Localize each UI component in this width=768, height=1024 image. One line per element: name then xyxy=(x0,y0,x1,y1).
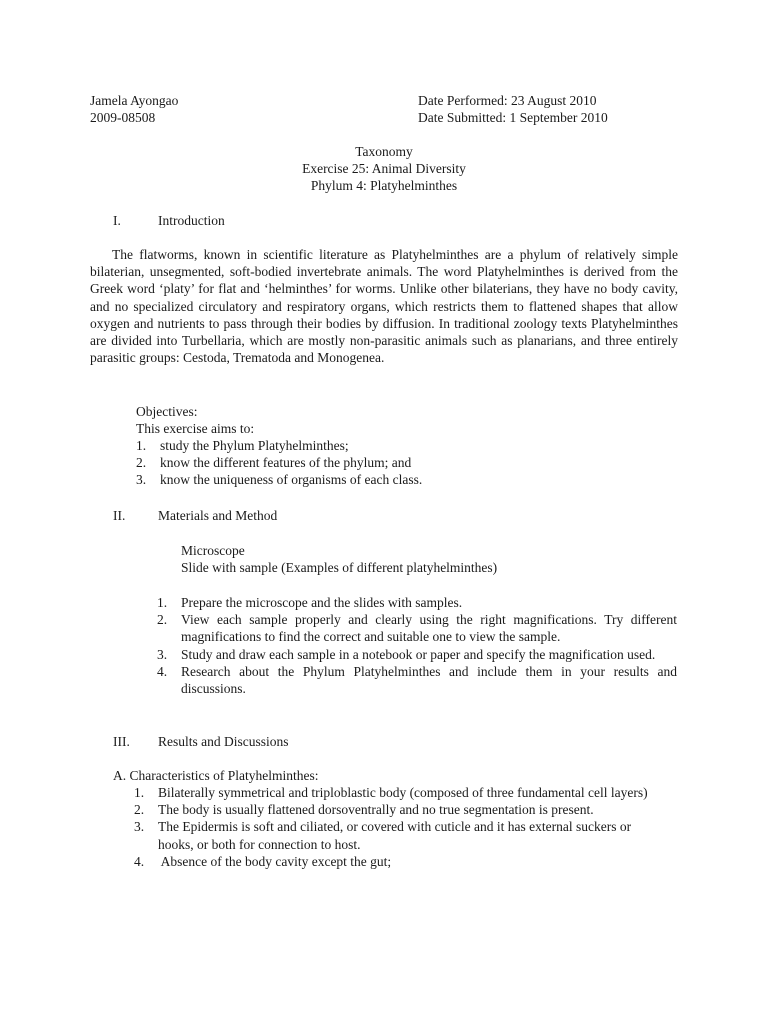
list-item xyxy=(136,454,676,471)
list-item-text: Research about the Phylum Platyhelminthes and include them in your results and discussions. xyxy=(181,663,677,697)
section-1-heading: Introduction xyxy=(158,213,225,228)
list-number: 2. xyxy=(157,612,168,628)
characteristics-list xyxy=(134,784,654,870)
student-name: Jamela Ayongao xyxy=(90,93,179,108)
procedure-list xyxy=(157,594,677,697)
list-number: 3. xyxy=(136,472,147,488)
list-item-text: View each sample properly and clearly using the right magnifications. Try different magnifications to find the correct and suitable one to view the sample. xyxy=(181,612,677,645)
list-item-text: The body is usually flattened dorsoventrally and no true segmentation is present. xyxy=(158,802,594,818)
section-3-numeral: III. xyxy=(113,734,130,749)
list-item-text: The Epidermis is soft and ciliated, or covered with cuticle and it has external suckers or hooks, or both for connection to host. xyxy=(158,819,632,852)
list-number: 4. xyxy=(134,853,145,869)
list-item xyxy=(157,663,677,697)
title-taxonomy: Taxonomy xyxy=(355,144,413,159)
section-1-numeral: I. xyxy=(113,213,121,228)
list-number: 1. xyxy=(136,438,147,453)
section-2-numeral: II. xyxy=(113,508,126,523)
list-item xyxy=(134,784,654,801)
list-item-text: Study and draw each sample in a notebook or paper and specify the magnification used. xyxy=(181,646,656,662)
objectives-intro: This exercise aims to: xyxy=(136,421,255,436)
material-slide: Slide with sample (Examples of different platyhelminthes) xyxy=(181,560,498,575)
list-item xyxy=(136,471,676,488)
objectives-heading: Objectives: xyxy=(136,404,198,419)
section-2-heading: Materials and Method xyxy=(158,508,278,523)
section-3-heading: Results and Discussions xyxy=(158,734,289,749)
material-microscope: Microscope xyxy=(181,543,245,558)
list-item-text: Bilaterally symmetrical and triploblastic body (composed of three fundamental cell layers) xyxy=(158,785,648,800)
list-item-text: study the Phylum Platyhelminthes; xyxy=(160,438,349,453)
list-number: 4. xyxy=(157,663,168,679)
list-item-text: know the different features of the phylum; and xyxy=(160,455,412,471)
title-exercise: Exercise 25: Animal Diversity xyxy=(302,161,466,176)
list-number: 1. xyxy=(157,595,168,610)
date-submitted: Date Submitted: 1 September 2010 xyxy=(418,110,608,125)
list-number: 2. xyxy=(136,455,147,471)
list-item-text: Absence of the body cavity except the gut; xyxy=(158,853,392,869)
list-number: 3. xyxy=(134,819,145,835)
list-item xyxy=(136,437,676,454)
list-item xyxy=(157,594,677,611)
title-phylum: Phylum 4: Platyhelminthes xyxy=(310,178,458,193)
list-item xyxy=(157,646,677,663)
list-item xyxy=(134,853,654,870)
list-number: 3. xyxy=(157,646,168,662)
list-item-text: Prepare the microscope and the slides with samples. xyxy=(181,595,463,610)
introduction-paragraph: The flatworms, known in scientific literature as Platyhelminthes are a phylum of relatively simple bilaterian, unsegmented, soft-bodied invertebrate animals. The word Platyhelminthes is derived from the Greek word ‘platy’ for flat and ‘helminthes’ for worms. Unlike other bilaterians, they have no body cavity, and no specialized circulatory and respiratory organs, which restricts them to flattened shapes that allow oxygen and nutrients to pass through their bodies by diffusion. In traditional zoology texts Platyhelminthes are divided into Turbellaria, which are mostly non-parasitic animals such as planarians, and three entirely parasitic groups: Cestoda, Trematoda and Monogenea. xyxy=(90,247,678,366)
list-item-text: know the uniqueness of organisms of each class. xyxy=(160,472,423,488)
list-item xyxy=(134,818,654,852)
list-item xyxy=(157,611,677,645)
list-number: 1. xyxy=(134,785,145,800)
characteristics-subheading: A. Characteristics of Platyhelminthes: xyxy=(113,768,319,783)
list-item xyxy=(134,801,654,818)
objectives-list xyxy=(136,437,676,489)
student-number: 2009-08508 xyxy=(90,110,156,125)
list-number: 2. xyxy=(134,802,145,818)
date-performed: Date Performed: 23 August 2010 xyxy=(418,93,597,108)
